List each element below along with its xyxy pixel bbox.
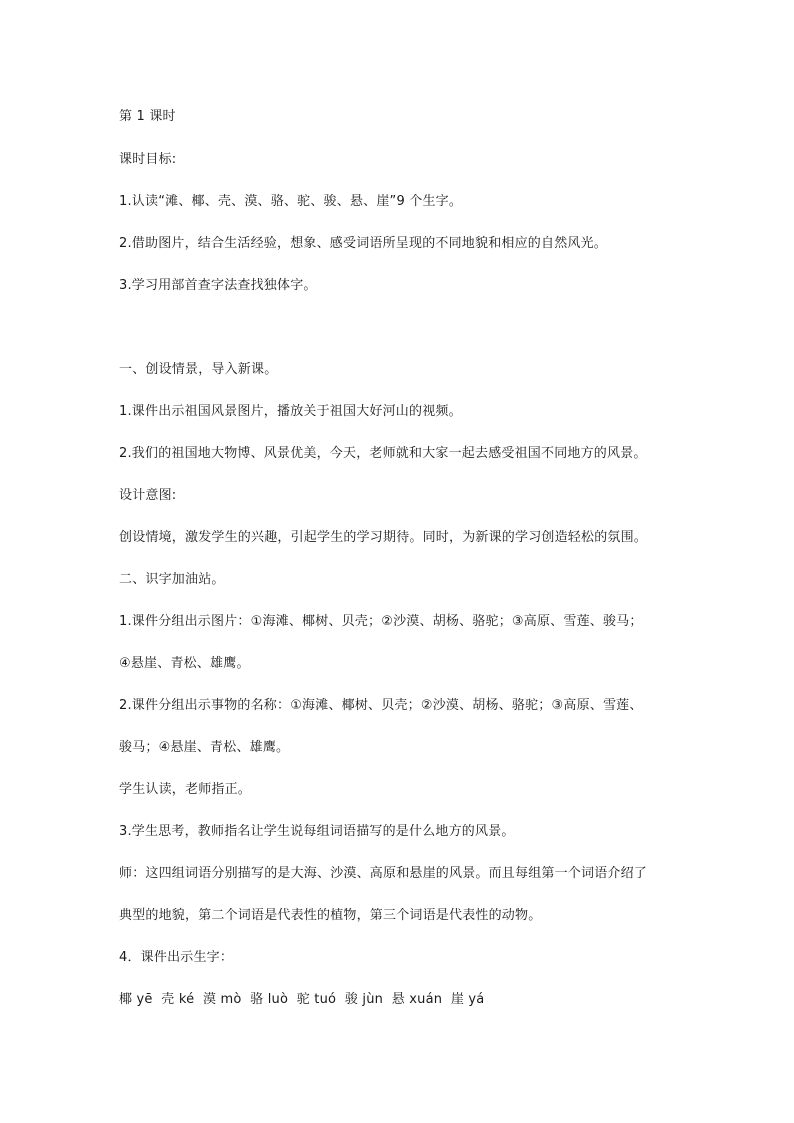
section2-title: 二、识字加油站。 <box>119 572 225 587</box>
section2-item1-line2: ④悬崖、青松、雄鹰。 <box>119 656 250 671</box>
design-text: 创设情境，激发学生的兴趣，引起学生的学习期待。同时，为新课的学习创造轻松的氛围。 <box>119 530 648 545</box>
section1-item-2: 2.我们的祖国地大物博、风景优美，今天，老师就和大家一起去感受祖国不同地方的风景。 <box>119 446 647 461</box>
section2-item2-line1: 2.课件分组出示事物的名称：①海滩、椰树、贝壳；②沙漠、胡杨、骆驼；③高原、雪莲、 <box>119 698 643 713</box>
lesson-heading: 第 1 课时 <box>119 109 176 124</box>
section1-item-1: 1.课件出示祖国风景图片，播放关于祖国大好河山的视频。 <box>119 404 462 419</box>
section2-item3: 3.学生思考，教师指名让学生说每组词语描写的是什么地方的风景。 <box>119 824 515 839</box>
objective-2: 2.借助图片，结合生活经验，想象、感受词语所呈现的不同地貌和相应的自然风光。 <box>119 236 608 251</box>
new-characters-pinyin: 椰 yē 壳 ké 漠 mò 骆 luò 驼 tuó 骏 jùn 悬 xuán 崖 yá <box>119 992 485 1007</box>
design-label: 设计意图: <box>119 488 177 503</box>
section2-item1-line1: 1.课件分组出示图片：①海滩、椰树、贝壳；②沙漠、胡杨、骆驼；③高原、雪莲、骏马； <box>119 614 643 629</box>
section1-title: 一、创设情景，导入新课。 <box>119 362 278 377</box>
objectives-label: 课时目标: <box>119 152 177 167</box>
teacher-line-1: 师：这四组词语分别描写的是大海、沙漠、高原和悬崖的风景。而且每组第一个词语介绍了 <box>119 866 648 881</box>
section2-item2-line2: 骏马；④悬崖、青松、雄鹰。 <box>119 740 290 755</box>
student-read: 学生认读，老师指正。 <box>119 782 252 797</box>
teacher-line-2: 典型的地貌，第二个词语是代表性的植物，第三个词语是代表性的动物。 <box>119 908 542 923</box>
objective-1: 1.认读“滩、椰、壳、漠、骆、驼、骏、悬、崖”9 个生字。 <box>119 194 463 209</box>
objective-3: 3.学习用部首查字法查找独体字。 <box>119 278 317 293</box>
section2-item4: 4．课件出示生字： <box>119 950 234 965</box>
